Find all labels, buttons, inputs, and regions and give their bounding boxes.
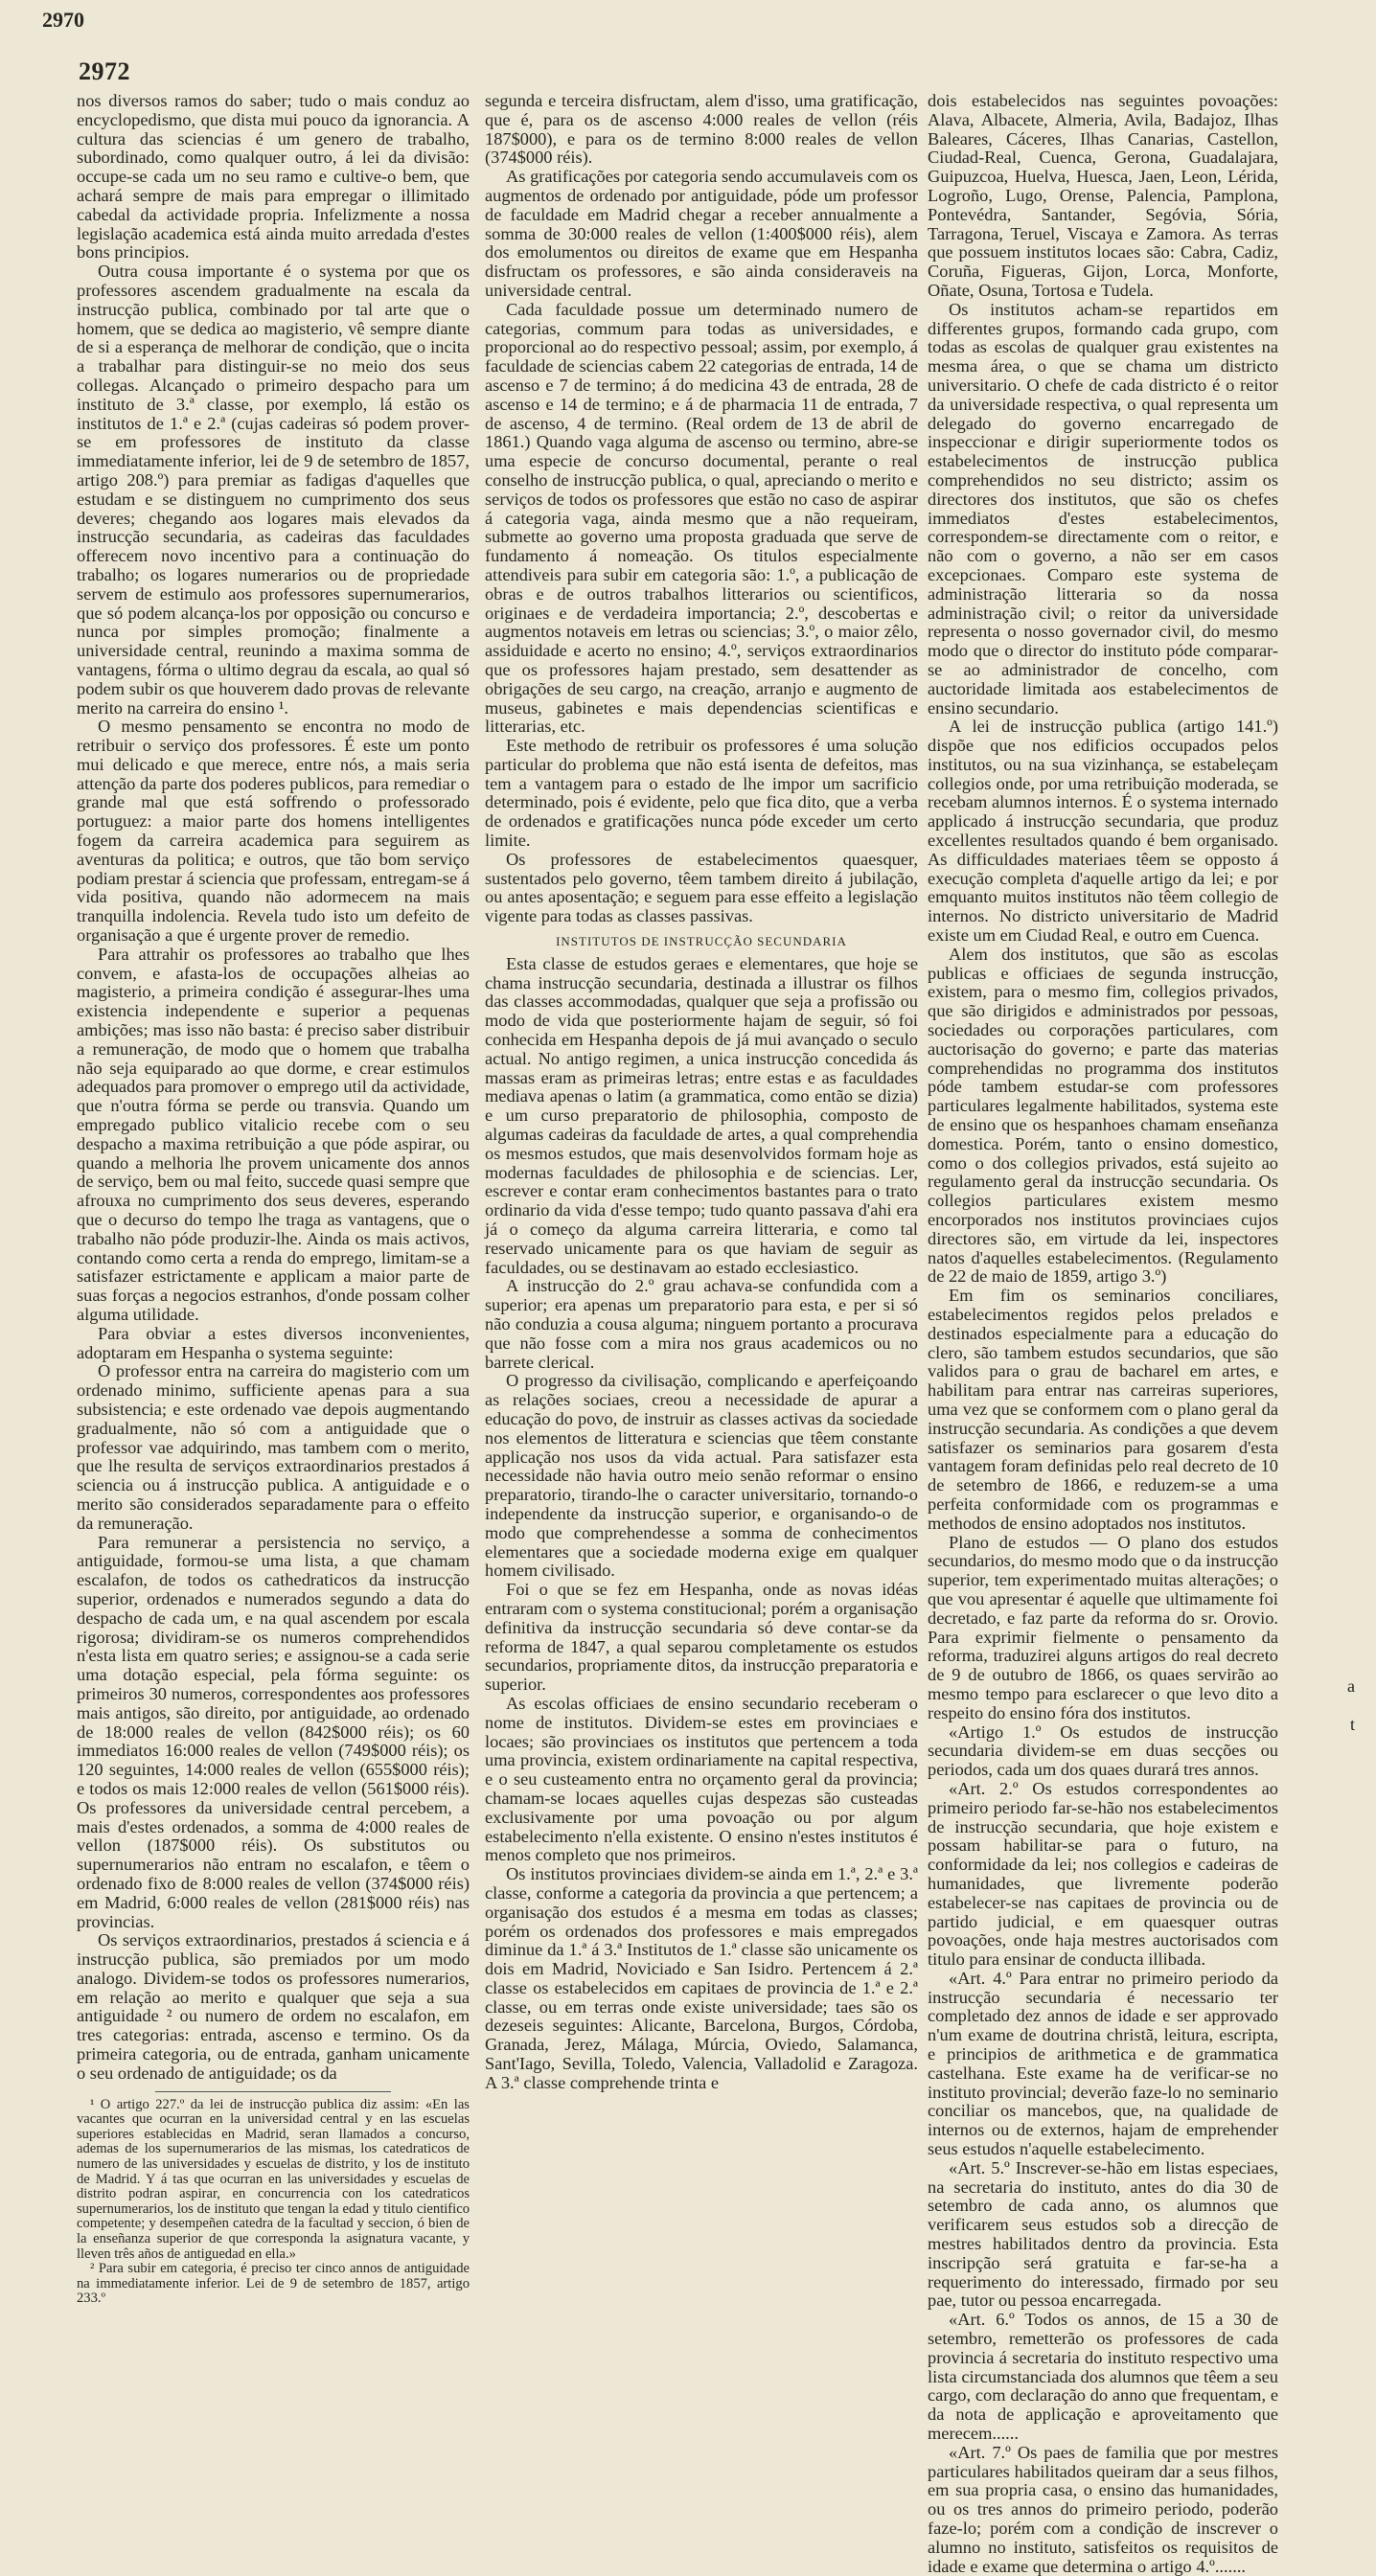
paragraph: «Art. 7.º Os paes de familia que por mestres particulares habilitados queiram dar a seus filhos, em sua propria casa, o ensino das humanidades, ou os tres annos do primeiro periodo, poderão faze-lo; porém com a condição de inscrever o alumno no instituto, satisfeitos os requisitos de idade e exame que determina o artigo 4.º....... [928, 2442, 1278, 2576]
paragraph: dois estabelecidos nas seguintes povoações: Alava, Albacete, Almeria, Avila, Badajoz, Ilhas Baleares, Cáceres, Ilhas Canarias, Castellon, Ciudad-Real, Cuenca, Gerona, Guadalajara, Guipuzcoa, Huelva, Huesca, Jaen, Leon, Lérida, Logroño, Lugo, Orense, Palencia, Pamplona, Pontevédra, Santander, Segóvia, Sória, Tarragona, Teruel, Viscaya e Zamora. As terras que possuem institutos locaes são: Cabra, Cadiz, Coruña, Figueras, Gijon, Lorca, Monforte, Oñate, Osuna, Tortosa e Tudela. [928, 91, 1278, 300]
paragraph: «Art. 5.º Inscrever-se-hão em listas especiaes, na secretaria do instituto, antes do dia 30 de setembro de cada anno, os alumnos que verificarem seus estudos sob a direcção de mestres habilitados dentro da provincia. Esta inscripção será gratuita e far-se-ha a requerimento do interessado, firmado por seu pae, tutor ou pessoa encarregada. [928, 2157, 1278, 2311]
footnote-divider [155, 2091, 391, 2092]
paragraph: O progresso da civilisação, complicando e aperfeiçoando as relações sociaes, creou a necessidade de apurar a educação do povo, de instruir as classes activas da sociedade nos elementos de litteratura e sciencias que têem constante applicação nos usos da vida actual. Para satisfazer esta necessidade não havia outro meio senão reformar o ensino preparatorio, tirando-lhe o caracter universitario, tornando-o independente da instrucção superior, e organisando-o de modo que comprehendesse a somma de conhecimentos elementares que a sociedade moderna exige em qualquer homem civilisado. [485, 1371, 918, 1581]
column-right [928, 91, 1278, 2576]
section-heading: INSTITUTOS DE INSTRUCÇÃO SECUNDARIA [556, 934, 847, 949]
column-left [77, 91, 470, 2307]
paragraph: As gratificações por categoria sendo accumulaveis com os augmentos de ordenado por antiguidade, póde um professor de faculdade em Madrid chegar a receber annualmente a somma de 30:000 reales de vellon (1:400$000 réis), alem dos emolumentos ou direitos de exame que em Hespanha disfructam os professores, e são ainda consideraveis na universidade central. [485, 167, 918, 300]
paragraph: Foi o que se fez em Hespanha, onde as novas idéas entraram com o systema constitucional; porém a organisação definitiva da instrucção secundaria só deve contar-se da reforma de 1847, a qual separou completamente os estudos secundarios, propriamente ditos, da instrucção preparatoria e superior. [485, 1580, 918, 1695]
paragraph: Os professores de estabelecimentos quaesquer, sustentados pelo governo, têem tambem direito á jubilação, ou antes aposentação; e seguem para esse effeito a legislação vigente para todas as classes passivas. [485, 849, 918, 926]
paragraph: segunda e terceira disfructam, alem d'isso, uma gratificação, que é, para os de ascenso 4:000 reales de vellon (réis 187$000), e para os de termino 8:000 reales de vellon (374$000 réis). [485, 91, 918, 168]
paragraph: A instrucção do 2.º grau achava-se confundida com a superior; era apenas um preparatorio para esta, e per si só não conduzia a cousa alguma; ninguem portanto a procurava que não fosse com a mira nos graus academicos ou no barrete clerical. [485, 1276, 918, 1372]
paragraph: Os institutos acham-se repartidos em differentes grupos, formando cada grupo, com todas as escolas de qualquer grau existentes na mesma área, o que se chama um districto universitario. O chefe de cada districto é o reitor da universidade respectiva, o qual representa um delegado do governo encarregado de inspeccionar e dirigir superiormente todos os estabelecimentos de instrucção publica comprehendidos no seu districto; assim os directores dos institutos, que são os chefes immediatos d'estes estabelecimentos, correspondem-se directamente com o reitor, e não com o governo, a não ser em casos excepcionaes. Comparo este systema de administração litteraria so da nossa administração civil; o reitor da universidade representa o nosso governador civil, do mesmo modo que o director do instituto póde comparar-se ao administrador de concelho, com auctoridade limitada aos estabelecimentos de ensino secundario. [928, 299, 1278, 718]
paragraph: Para remunerar a persistencia no serviço, a antiguidade, formou-se uma lista, a que chamam escalafon, de todos os cathedraticos da instrucção superior, ordenados e numerados segundo a data do despacho de cada um, e na qual ascendem por escala rigorosa; dividiram-se os numeros comprehendidos n'esta lista em quatro series; e assignou-se a cada serie uma dotação especial, pela fórma seguinte: os primeiros 30 numeros, correspondentes aos professores mais antigos, são direito, por antiguidade, ao ordenado de 18:000 reales de vellon (842$000 réis); os 60 immediatos 16:000 reales de vellon (749$000 réis); os 120 seguintes, 14:000 reales de vellon (655$000 réis); e todos os mais 12:000 reales de vellon (561$000 réis). Os professores da universidade central percebem, a mais d'estes ordenados, a somma de 4:000 reales de vellon (187$000 réis). Os substitutos ou supernumerarios não entram no escalafon, e têem o ordenado fixo de 8:000 reales de vellon (374$000 réis) em Madrid, 6:000 reales de vellon (281$000 réis) nas provincias. [77, 1532, 470, 1931]
footnote: ¹ O artigo 227.º da lei de instrucção publica diz assim: «En las vacantes que ocurran en la universidad central y en las escuelas superiores establecidas en Madrid, seran llamados a concurso, ademas de los supernumerarios de las mismas, los catedraticos de numero de las universidades y escuelas de distrito, y los de instituto de Madrid. Y á tas que ocurran en las universidades y escuelas de distrito podran aspirar, en concurrencia con los catedraticos supernumerarios, los de instituto que tengan la edad y titulo cientifico competente; y desempeñen catedra de la facultad y seccion, ó bien de la enseñanza superior de que corresponda la asignatura vacante, y lleven três años de antiguedad en ella.» [77, 2096, 470, 2262]
page-number: 2972 [79, 57, 130, 85]
paragraph: «Art. 4.º Para entrar no primeiro periodo da instrucção secundaria é necessario ter completado dez annos de idade e ser approvado n'um exame de doutrina christã, leitura, escripta, e principios de arithmetica e de grammatica castelhana. Este exame ha de verificar-se no instituto provincial; deverão faze-lo no seminario conciliar os mancebos, que, na qualidade de internos ou de externos, hajam de emprehender seus estudos n'aquelle estabelecimento. [928, 1968, 1278, 2159]
paragraph: Alem dos institutos, que são as escolas publicas e officiaes de segunda instrucção, existem, para o mesmo fim, collegios privados, que são dirigidos e administrados por pessoas, sociedades ou corporações particulares, com auctorisação do governo; e parte das materias comprehendidas no programma dos institutos póde tambem estudar-se com professores particulares legalmente habilitados, systema este de ensino que os hespanhoes chamam enseñanza domestica. Porém, tanto o ensino domestico, como o dos collegios privados, está sujeito ao regulamento geral da instrucção secundaria. Os collegios particulares existem mesmo encorporados nos institutos provinciaes cujos directores são, em virtude da lei, inspectores natos d'aquelles estabelecimentos. (Regulamento de 22 de maio de 1859, artigo 3.º) [928, 944, 1278, 1287]
paragraph: Outra cousa importante é o systema por que os professores ascendem gradualmente na escala da instrucção publica, combinado por tal arte que o homem, que se dedica ao magisterio, vê sempre diante de si a esperança de melhorar de condição, que o incita a trabalhar para distinguir-se no meio dos seus collegas. Alcançado o primeiro despacho para um instituto de 3.ª classe, por exemplo, lá estão os institutos de 1.ª e 2.ª (cujas cadeiras só podem prover-se em professores de instituto da classe immediatamente inferior, lei de 9 de setembro de 1857, artigo 208.º) para premiar as fadigas d'aquelles que estudam e se distinguem no cumprimento dos seus deveres; chegando aos logares mais elevados da instrucção secundaria, as cadeiras das faculdades offerecem novo incentivo para a continuação do trabalho; os logares numerarios ou de propriedade servem de estimulo aos professores supernumerarios, que só podem alcança-los por opposição ou concurso e nunca por simples promoção; finalmente a universidade central, reunindo a maxima somma de vantagens, fórma o ultimo degrau da escala, ao qual só podem subir os que houverem dado provas de relevante merito na carreira do ensino ¹. [77, 262, 470, 718]
column-middle [485, 91, 918, 2092]
running-head: 2970 [42, 8, 84, 32]
paragraph: Para obviar a estes diversos inconvenientes, adoptaram em Hespanha o systema seguinte: [77, 1323, 470, 1362]
paragraph: «Art. 2.º Os estudos correspondentes ao primeiro periodo far-se-hão nos estabelecimentos de instrucção secundaria, que hoje existem e possam habilitar-se para o futuro, na conformidade da lei; nos collegios e cadeiras de humanidades, que livremente poderão estabelecer-se nas capitaes de provincia ou de partido judicial, e em quaesquer outras povoações, onde haja mestres auctorisados com titulo para ensinar de conducta illibada. [928, 1778, 1278, 1970]
paragraph: «Art. 6.º Todos os annos, de 15 a 30 de setembro, remetterão os professores de cada provincia á secretaria do instituto respectivo uma lista circumstanciada dos alumnos que têem a seu cargo, com declaração do anno que frequentam, e da nota de applicação e aproveitamento que merecem...... [928, 2310, 1278, 2444]
paragraph: Este methodo de retribuir os professores é uma solução particular do problema que não está isenta de defeitos, mas tem a vantagem para o estado de lhe impor um sacrificio determinado, pois é evidente, pelo que fica dito, que a verba de ordenados e gratificações nunca póde exceder um certo limite. [485, 736, 918, 851]
footnote: ² Para subir em categoria, é preciso ter cinco annos de antiguidade na immediatamente inferior. Lei de 9 de setembro de 1857, artigo 233.º [77, 2261, 470, 2307]
paragraph: Esta classe de estudos geraes e elementares, que hoje se chama instrucção secundaria, destinada a illustrar os filhos das classes accommodadas, qualquer que seja a profissão ou modo de vida que posteriormente hajam de seguir, só foi conhecida em Hespanha depois de já mui avançado o seculo actual. No antigo regimen, a unica instrucção concedida ás massas eram as primeiras letras; entre estas e as faculdades mediava apenas o latim (a grammatica, como então se dizia) e um curso preparatorio de philosophia, composto de algumas cadeiras da faculdade de artes, a qual comprehendia os mesmos estudos, que mais desenvolvidos formam hoje as modernas faculdades de philosophia e de sciencias. Ler, escrever e contar eram conhecimentos bastantes para o trato ordinario da vida d'esse tempo; tudo quanto passava d'ahi era já o começo da alguma carreira litteraria, e como tal reservado unicamente para os que haviam de seguir as faculdades, ou se destinavam ao estado ecclesiastico. [485, 953, 918, 1277]
paragraph: A lei de instrucção publica (artigo 141.º) dispõe que nos edificios occupados pelos institutos, ou na sua vizinhança, se estabeleçam collegios onde, por uma retribuição moderada, se recebam alumnos internos. É o systema internado applicado á instrucção secundaria, que produz excellentes resultados quando é bem organisado. As difficuldades materiaes têem se opposto á execução completa d'aquelle artigo da lei; e por emquanto muitos institutos não têem collegio de internos. No districto universitario de Madrid existe um em Ciudad Real, e outro em Cuenca. [928, 717, 1278, 946]
paragraph: nos diversos ramos do saber; tudo o mais conduz ao encyclopedismo, que dista mui pouco da ignorancia. A cultura das sciencias é um genero de trabalho, subordinado, como qualquer outro, á lei da divisão: occupe-se cada um no seu ramo e cultive-o bem, que achará sempre de mais para empregar o illimitado cabedal da actividade propria. Infelizmente a nossa legislação academica está ainda muito arredada d'estes bons principios. [77, 91, 470, 262]
paragraph: O mesmo pensamento se encontra no modo de retribuir o serviço dos professores. É este um ponto mui delicado e que merece, entre nós, a mais seria attenção da parte dos poderes publicos, para remediar o grande mal que está soffrendo o professorado portuguez: a maior parte dos homens intelligentes fogem da carreira academica para seguirem as aventuras da politica; e outros, que tão bom serviço podiam prestar á sciencia que professam, entregam-se á vida positiva, quando não adormecem na mais tranquilla indolencia. Revela tudo isto um defeito de organisação a que é urgente prover de remedio. [77, 717, 470, 946]
paragraph: Plano de estudos — O plano dos estudos secundarios, do mesmo modo que o da instrucção superior, tem experimentado muitas alterações; o que vou apresentar é aquelle que ultimamente foi decretado, e faz parte da reforma do sr. Orovio. Para exprimir fielmente o pensamento da reforma, traduzirei alguns artigos do real decreto de 9 de outubro de 1866, os quaes servirão ao mesmo tempo para esclarecer o que levo dito a respeito do ensino fóra dos institutos. [928, 1532, 1278, 1722]
paragraph: Os institutos provinciaes dividem-se ainda em 1.ª, 2.ª e 3.ª classe, conforme a categoria da provincia a que pertencem; a organisação dos estudos é a mesma em todas as classes; porém os ordenados dos professores e mais empregados diminue da 1.ª á 3.ª Institutos de 1.ª classe são unicamente os dois em Madrid, Noviciado e San Isidro. Pertencem á 2.ª classe os estabelecidos em capitaes de provincia de 1.ª e 2.ª classe, ou em terras onde existe universidade; taes são os dezeseis seguintes: Alicante, Barcelona, Burgos, Córdoba, Granada, Jerez, Málaga, Múrcia, Oviedo, Salamanca, Sant'Iago, Sevilla, Toledo, Valencia, Valladolid e Zaragoza. A 3.ª classe comprehende trinta e [485, 1864, 918, 2092]
paragraph: Para attrahir os professores ao trabalho que lhes convem, e afasta-los de occupações alheias ao magisterio, a primeira condição é assegurar-lhes uma existencia independente e superior a pequenas ambições; mas isso não basta: é preciso saber distribuir a remuneração, de modo que o homem que trabalha não seja equiparado ao que dorme, e crear estimulos adequados para promover o emprego util da actividade, que n'outra fórma se perde ou transvia. Quando um empregado publico vitalicio recebe com o seu despacho a maxima retribuição a que póde aspirar, ou quando a melhoria lhe provem unicamente dos annos de serviço, bem ou mal feito, succede quasi sempre que afrouxa no cumprimento dos seus deveres, esperando que o decurso do tempo lhe traga as vantagens, que o trabalho não póde produzir-lhe. Ainda os mais activos, contando como certa a renda do emprego, limitam-se a satisfazer estrictamente e applicam a maior parte de suas forças a negocios estranhos, d'onde possam colher alguma utilidade. [77, 944, 470, 1324]
margin-mark: a [1347, 1676, 1355, 1696]
paragraph: As escolas officiaes de ensino secundario receberam o nome de institutos. Dividem-se estes em provinciaes e locaes; são provinciaes os institutos que pertencem a toda uma provincia, existem ordinariamente na capital respectiva, e o seu custeamento entra no orçamento geral da provincia; chamam-se locaes aquelles cujas despezas são custeadas exclusivamente por uma povoação ou por algum estabelecimento n'ella existente. O ensino n'estes institutos é menos completo que nos primeiros. [485, 1693, 918, 1865]
paragraph: Cada faculdade possue um determinado numero de categorias, commum para todas as universidades, e proporcional ao do respectivo pessoal; assim, por exemplo, á faculdade de sciencias cabem 22 categorias de entrada, 14 de ascenso e 7 de termino; á do medicina 43 de entrada, 28 de ascenso e 14 de termino; e á de pharmacia 11 de entrada, 7 de ascenso, 4 de termino. (Real ordem de 13 de abril de 1861.) Quando vaga alguma de ascenso ou termino, abre-se uma especie de concurso documental, perante o real conselho de instrucção publica, o qual, apreciando o merito e serviços de todos os professores que estão no caso de aspirar á categoria vaga, ainda mesmo que a não requeiram, submette ao governo uma proposta graduada que serve de fundamento á nomeação. Os titulos especialmente attendiveis para subir em categoria são: 1.º, a publicação de obras e de outros trabalhos litterarios ou scientificos, originaes e de verdadeira importancia; 2.º, descobertas e augmentos notaveis em letras ou sciencias; 3.º, o maior zêlo, assiduidade e acerto no ensino; 4.º, serviços extraordinarios que os professores hajam prestado, sem desattender as obrigações de seu cargo, na creação, arranjo e augmento de museus, gabinetes e mais dependencias scientificas e litterarias, etc. [485, 299, 918, 737]
paragraph: O professor entra na carreira do magisterio com um ordenado minimo, sufficiente apenas para a sua subsistencia; e este ordenado vae depois augmentando gradualmente, não só com a antiguidade que o professor vae adquirindo, mas tambem com o merito, que lhe resulta de serviços extraordinarios prestados á sciencia ou á instrucção publica. A antiguidade e o merito são considerados separadamente para o effeito da remuneração. [77, 1361, 470, 1533]
paragraph: Em fim os seminarios conciliares, estabelecimentos regidos pelos prelados e destinados especialmente para a educação do clero, são tambem estudos secundarios, que são validos para o grau de bacharel em artes, e habilitam para entrar nas carreiras superiores, uma vez que se conformem com o plano geral da instrucção secundaria. As condições a que devem satisfazer os seminarios para gosarem d'esta vantagem foram definidas pelo real decreto de 10 de setembro de 1866, e reduzem-se a uma perfeita conformidade com os programmas e methodos de ensino adoptados nos institutos. [928, 1286, 1278, 1533]
paragraph: Os serviços extraordinarios, prestados á sciencia e á instrucção publica, são premiados por um modo analogo. Dividem-se todos os professores numerarios, em relação ao merito e qualquer que seja a sua antiguidade ² ou numero de ordem no escalafon, em tres categorias: entrada, ascenso e termino. Os da primeira categoria, ou de entrada, ganham unicamente o seu ordenado de antiguidade; os da [77, 1930, 470, 2083]
footnotes [77, 2098, 470, 2307]
paragraph: «Artigo 1.º Os estudos de instrucção secundaria dividem-se em duas secções ou periodos, cada um dos quaes durará tres annos. [928, 1721, 1278, 1780]
margin-mark: t [1349, 1715, 1355, 1734]
